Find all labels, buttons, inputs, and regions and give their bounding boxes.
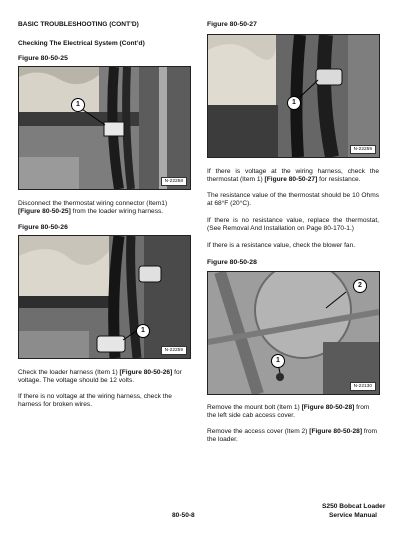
figure-reference: [Figure 80-50-26] — [119, 369, 173, 376]
photo-id: N-22130 — [350, 382, 376, 391]
figure-photo-25 — [18, 66, 191, 190]
figure-photo-26 — [18, 235, 191, 359]
figure-photo-27 — [207, 34, 380, 158]
paragraph-check-blower: If there is a resistance value, check the blower fan. — [207, 242, 356, 249]
paragraph-no-voltage: If there is no voltage at the wiring harness, check the harness for broken wires. — [18, 393, 172, 409]
paragraph-replace-thermostat: If there is no resistance value, replace the thermostat, (See Removal And Installation on Page 80-170-1.) — [207, 217, 379, 233]
figure-photo-28 — [207, 271, 380, 395]
section-heading: BASIC TROUBLESHOOTING (CONT’D) — [18, 21, 139, 28]
paragraph-check-harness: Check the loader harness (Item 1) [Figure 80-50-26] for voltage. The voltage should be 12 volts. — [18, 369, 182, 385]
page-number: 80-50-8 — [172, 512, 195, 519]
figure-reference: [Figure 80-50-25] — [18, 208, 71, 216]
figure-reference: [Figure 80-50-28] — [301, 404, 355, 411]
paragraph-disconnect: Disconnect the thermostat wiring connector (Item1) [Figure 80-50-25] from the loader wiring harness. — [18, 200, 168, 216]
callout-1: 1 — [287, 96, 301, 110]
callout-1: 1 — [71, 98, 85, 112]
figure-caption-25: Figure 80-50-25 — [18, 55, 68, 62]
subheading: Checking The Electrical System (Cont’d) — [18, 40, 145, 47]
photo-id: N-22259 — [350, 145, 376, 154]
callout-1: 1 — [271, 354, 285, 368]
paragraph-remove-cover: Remove the access cover (Item 2) [Figure 80-50-28] from the loader. — [207, 428, 378, 444]
paragraph-voltage-present: If there is voltage at the wiring harness, check the thermostat (Item 1) [Figure 80-50-27] for resistance. — [207, 168, 379, 184]
figure-reference: [Figure 80-50-28] — [309, 428, 363, 435]
paragraph-remove-bolt: Remove the mount bolt (Item 1) [Figure 80-50-28] from the left side cab access cover. — [207, 404, 370, 420]
photo-id: N-22258 — [161, 177, 187, 186]
callout-1: 1 — [136, 324, 150, 338]
figure-caption-28: Figure 80-50-28 — [207, 259, 257, 266]
figure-reference: [Figure 80-50-27] — [264, 176, 318, 184]
figure-caption-27: Figure 80-50-27 — [207, 21, 257, 28]
footer-manual: Service Manual — [329, 512, 378, 519]
figure-caption-26: Figure 80-50-26 — [18, 224, 68, 231]
paragraph-resistance-value: The resistance value of the thermostat should be 10 Ohms at 68°F (20°C). — [207, 192, 379, 208]
footer-product: S250 Bobcat Loader — [322, 503, 386, 510]
photo-id: N-22259 — [161, 346, 187, 355]
callout-2: 2 — [353, 279, 367, 293]
